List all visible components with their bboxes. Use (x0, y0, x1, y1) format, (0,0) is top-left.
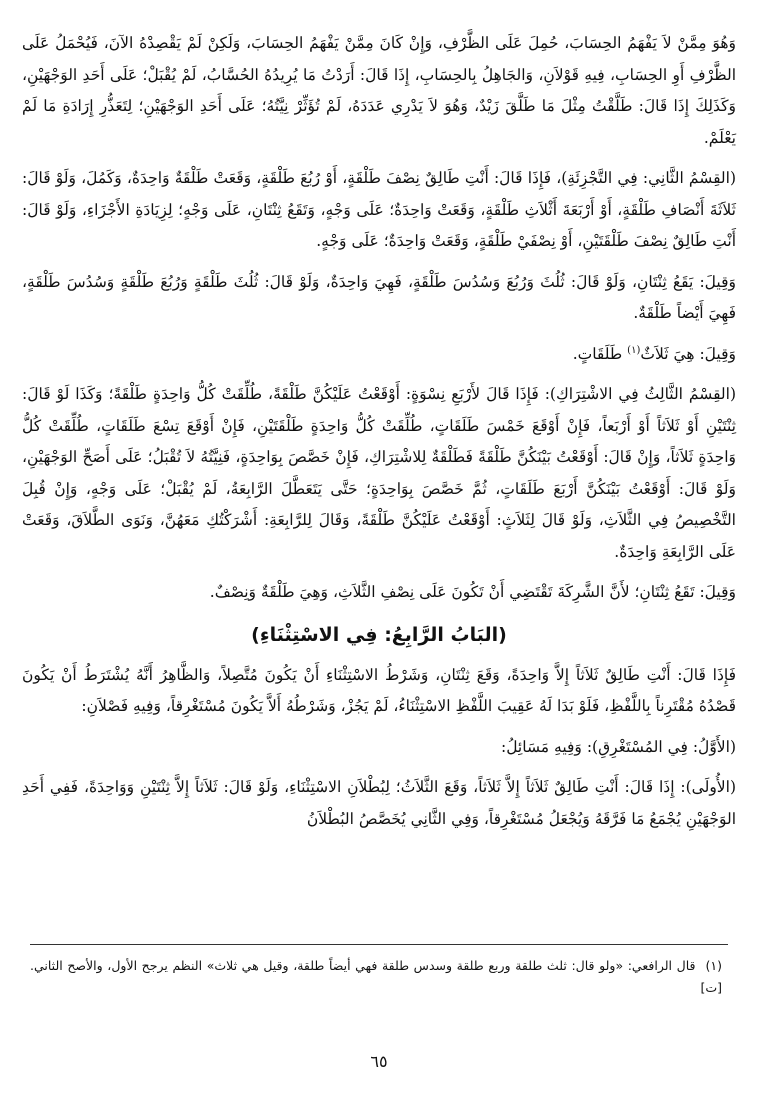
footnote (30, 955, 722, 999)
footnote-number: (١) (705, 958, 722, 973)
footnote-text: قال الرافعي: «ولو قال: ثلث طلقة وربع طلقة وسدس طلقة فهي أيضاً طلقة، وقيل هي ثلاث» النظم يرجح الأول، والأصح الثاني. [ت] (30, 958, 722, 995)
paragraph-4 (22, 339, 736, 371)
page-number: ٦٥ (370, 1052, 388, 1071)
footnote-divider (30, 944, 728, 945)
paragraph-section-two: (القِسْمُ الثَّانِي: فِي التَّجْزِئَةِ)، فَإِذَا قَالَ: أَنْتِ طَالِقٌ نِصْفَ طَلْقَةٍ، أَوْ رُبُعَ طَلْقَةٍ، وَقَعَتْ طَلْقَةٌ وَاحِدَةٌ، وَكَمُلَ، وَلَوْ قَالَ: ثَلاَثَةَ أَنْصَافِ طَلْقَةٍ، أَوْ أَرْبَعَةَ أَثْلاَثِ طَلْقَةٍ، وَقَعَتْ وَاحِدَةٌ؛ عَلَى وَجْهٍ، وَتَقَعُ ثِنْتَانِ، عَلَى وَجْهٍ؛ لِزِيَادَةِ الأَجْزَاءِ، وَلَوْ قَالَ: أَنْتِ طَالِقٌ نِصْفَ طَلْقَتَيْنِ، أَوْ نِصْفَيْ طَلْقَةٍ، وَقَعَتْ وَاحِدَةٌ؛ عَلَى وَجْهٍ. (22, 169, 736, 250)
paragraph-4-end: طَلَقَاتٍ. (572, 344, 628, 363)
main-text (22, 28, 736, 844)
paragraph-7: فَإِذَا قَالَ: أَنْتِ طَالِقٌ ثَلاَثاً إِلاَّ وَاحِدَةً، وَقَعَ ثِنْتَانِ، وَشَرْطُ الاسْتِثْنَاءِ أَنْ يَكُونَ مُتَّصِلاً، وَالظَّاهِرُ أَنَّهُ يُشْتَرَطُ أَنْ يَكُونَ قَصْدُهُ مُقْتَرِناً بِاللَّفْظِ، فَلَوْ بَدَا لَهُ عَقِيبَ اللَّفْظِ الاسْتِثْنَاءُ، لَمْ يَجُزْ، وَشَرْطُهُ أَلاَّ يَكُونَ مُسْتَغْرِقاً، وَفِيهِ فَصْلاَنِ: (22, 665, 736, 715)
paragraph-4-text: وَقِيلَ: هِيَ ثَلاَثٌ (640, 344, 736, 363)
paragraph-8: (الأَوَّلُ: فِي المُسْتَغْرِقِ): وَفِيهِ مَسَائِلُ: (500, 737, 736, 756)
footnote-reference[interactable]: (١) (627, 344, 641, 356)
paragraph-6: وَقِيلَ: تَقَعُ ثِنْتَانِ؛ لأَنَّ الشَّرِكَةَ تَقْتَضِي أَنْ تَكُونَ عَلَى نِصْفِ الثَّلاَثِ، وَهِيَ طَلْقَةٌ وَنِصْفٌ. (209, 583, 736, 601)
paragraph-9: (الأُولَى): إِذَا قَالَ: أَنْتِ طَالِقٌ ثَلاَثاً إِلاَّ ثَلاَثاً، وَقَعَ الثَّلاَثُ؛ لِبُطْلاَنِ الاسْتِثْنَاءِ، وَلَوْ قَالَ: ثَلاَثاً إِلاَّ ثِنْتَيْنِ وَوَاحِدَةً، فَفِي أَحَدِ الوَجْهَيْنِ يُجْمَعُ مَا فَرَّقَهُ وَيُجْعَلُ مُسْتَغْرِقاً، وَفِي الثَّانِي يُخَصَّصُ البُطْلاَنُ (22, 778, 736, 828)
paragraph-section-three: (القِسْمُ الثَّالِثُ فِي الاشْتِرَاكِ): فَإِذَا قَالَ لأَرْبَعِ نِسْوَةٍ: أَوْقَعْتُ عَلَيْكُنَّ طَلْقَةً، طُلِّقَتْ كُلُّ وَاحِدَةٍ طَلْقَةً؛ وَكَذَا لَوْ قَالَ: ثِنْتَيْنِ أَوْ ثَلاَثاً أَوْ أَرْبَعاً، فَإِنْ أَوْقَعَ خَمْسَ طَلَقَاتٍ، طُلِّقَتْ كُلُّ وَاحِدَةٍ طَلْقَتَيْنِ، فَإِنْ أَوْقَعَ تِسْعَ طَلَقَاتٍ، طُلِّقَتْ كُلُّ وَاحِدَةٍ ثَلاَثاً، وَإِنْ قَالَ: أَوْقَعْتُ بَيْنَكُنَّ طَلْقَةً فَطَلْقَةٌ لِلاشْتِرَاكِ، فَإِنْ خَصَّصَ بِوَاحِدَةٍ، فَنِيَّتُهُ لاَ تُقْبَلُ؛ عَلَى أَصَحِّ الوَجْهَيْنِ، وَلَوْ قَالَ: أَوْقَعْتُ بَيْنَكُنَّ أَرْبَعَ طَلَقَاتٍ، ثُمَّ خَصَّصَ بِوَاحِدَةٍ؛ حَتَّى يَتَعَطَّلَ الرَّابِعَةُ، لَمْ يُقْبَلْ؛ عَلَى وَجْهٍ، وَإِنْ قُبِلَ التَّخْصِيصُ فِي الثَّلاَثِ، وَلَوْ قَالَ لِثَلاَثٍ: أَوْقَعْتُ عَلَيْكُنَّ طَلْقَةً، وَقَالَ لِلرَّابِعَةِ: أَشْرَكْتُكِ مَعَهُنَّ، وَنَوَى الطَّلاَقَ، وَقَعَتْ عَلَى الرَّابِعَةِ وَاحِدَةٌ. (22, 385, 736, 561)
chapter-heading: (البَابُ الرَّابِعُ: فِي الاسْتِثْنَاءِ) (251, 623, 507, 646)
paragraph-3: وَقِيلَ: يَقَعُ ثِنْتَانِ، وَلَوْ قَالَ: ثُلُثَ وَرُبُعَ وَسُدُسَ طَلْقَةٍ، فَهِيَ وَاحِدَةٌ، وَلَوْ قَالَ: ثُلُثَ طَلْقَةٍ وَرُبُعَ طَلْقَةٍ وَسُدُسَ طَلْقَةٍ، فَهِيَ أَيْضاً طَلْقَةٌ. (22, 272, 736, 322)
paragraph-1: وَهُوَ مِمَّنْ لاَ يَفْهَمُ الحِسَابَ، حُمِلَ عَلَى الظَّرْفِ، وَإِنْ كَانَ مِمَّنْ يَفْهَمُ الحِسَابَ، وَلَكِنْ لَمْ يَقْصِدْهُ الآنَ، فَيُحْمَلُ عَلَى الظَّرْفِ أَوِ الحِسَابِ، فِيهِ قَوْلاَنِ، وَالجَاهِلُ بِالحِسَابِ، إِذَا قَالَ: أَرَدْتُ مَا يُرِيدُهُ الحُسَّابُ، لَمْ يُقْبَلْ؛ عَلَى أَحَدِ الوَجْهَيْنِ، وَكَذَلِكَ إِذَا قَالَ: طَلَّقْتُ مِثْلَ مَا طَلَّقَ زَيْدٌ، وَهُوَ لاَ يَدْرِي عَدَدَهُ، لَمْ تُؤَثِّرْ نِيَّتُهُ؛ عَلَى أَحَدِ الوَجْهَيْنِ؛ لِتَعَذُّرِ إِرَادَةِ مَا لَمْ يَعْلَمْ. (22, 34, 736, 147)
